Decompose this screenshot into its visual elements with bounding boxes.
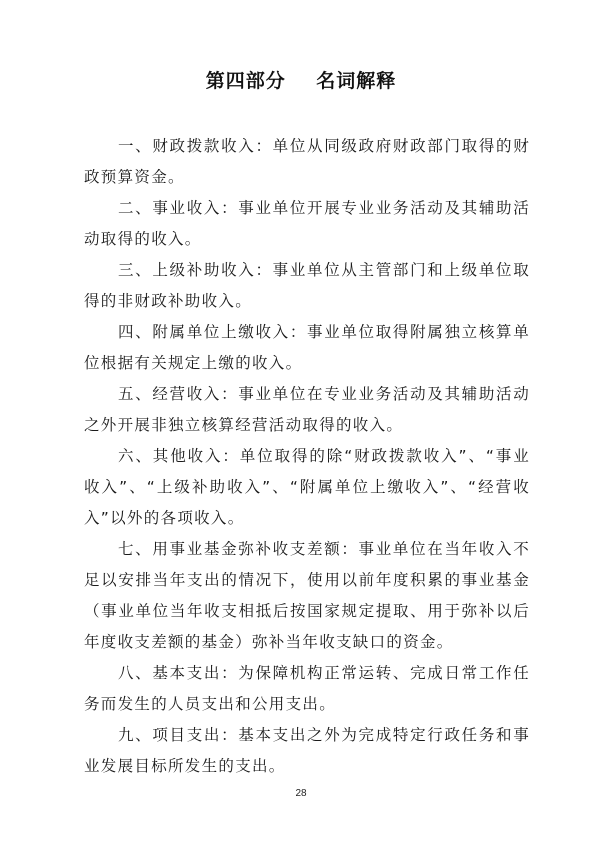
definition-paragraph-2: 二、事业收入：事业单位开展专业业务活动及其辅助活动取得的收入。 — [84, 199, 530, 248]
definition-paragraph-4: 四、附属单位上缴收入：事业单位取得附属独立核算单位根据有关规定上缴的收入。 — [84, 323, 530, 372]
definition-paragraph-5: 五、经营收入：事业单位在专业业务活动及其辅助活动之外开展非独立核算经营活动取得的收入。 — [84, 385, 530, 434]
definitions-body — [84, 131, 530, 782]
definition-paragraph-6: 六、其他收入：单位取得的除“财政拨款收入”、“事业收入”、“上级补助收入”、“附属单位上缴收入”、“经营收入”以外的各项收入。 — [84, 447, 530, 527]
definition-paragraph-3: 三、上级补助收入：事业单位从主管部门和上级单位取得的非财政补助收入。 — [84, 261, 530, 310]
page-title: 第四部分 名词解释 — [205, 70, 397, 92]
definition-paragraph-8: 八、基本支出：为保障机构正常运转、完成日常工作任务而发生的人员支出和公用支出。 — [84, 664, 530, 713]
definition-paragraph-7: 七、用事业基金弥补收支差额：事业单位在当年收入不足以安排当年支出的情况下，使用以前年度积累的事业基金（事业单位当年收支相抵后按国家规定提取、用于弥补以后年度收支差额的基金）弥补当年收支缺口的资金。 — [84, 540, 530, 651]
definition-paragraph-1: 一、财政拨款收入：单位从同级政府财政部门取得的财政预算资金。 — [84, 137, 530, 186]
page-number: 28 — [295, 788, 307, 799]
definition-paragraph-9: 九、项目支出：基本支出之外为完成特定行政任务和事业发展目标所发生的支出。 — [84, 726, 530, 775]
